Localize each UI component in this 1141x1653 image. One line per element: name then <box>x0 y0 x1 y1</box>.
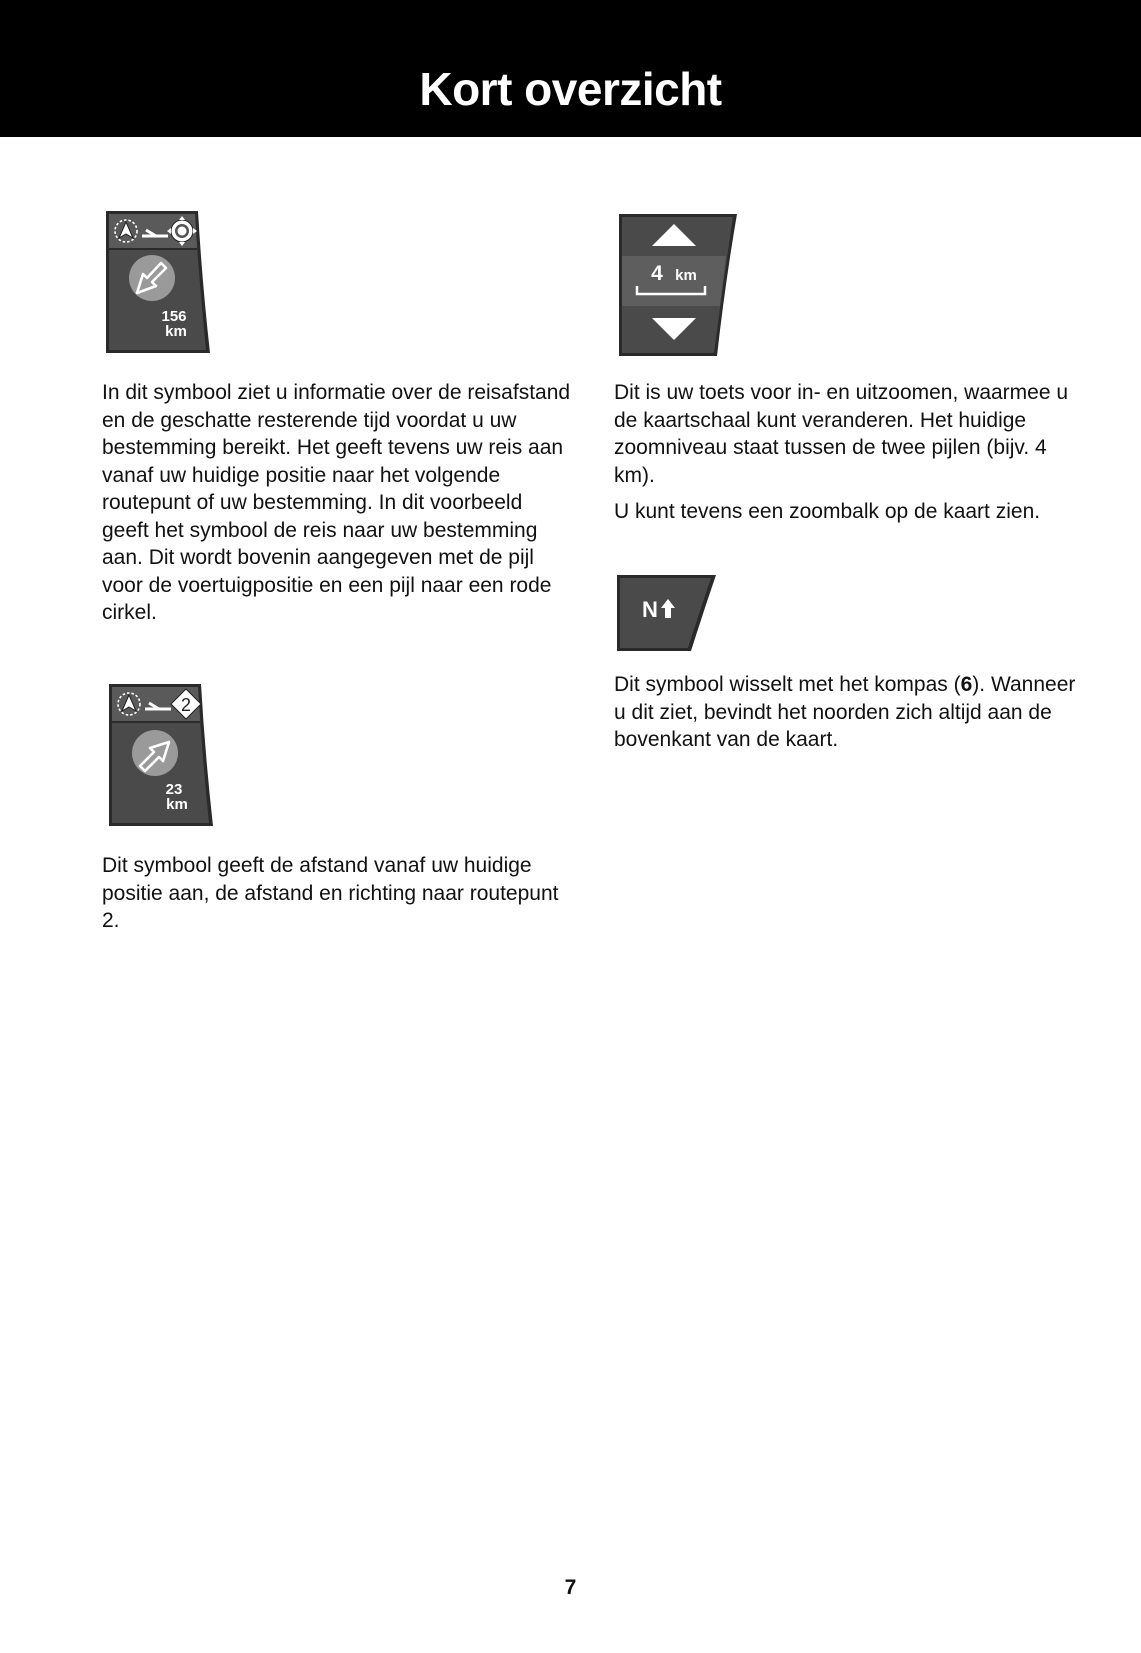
destination-distance-value: 156 <box>161 308 187 325</box>
zoom-paragraph-2: U kunt tevens een zoombalk op de kaart zien. <box>614 500 1041 523</box>
page-header <box>0 0 1141 137</box>
waypoint-paragraph: Dit symbool geeft de afstand vanaf uw huidige positie aan, de afstand en richting naar routepunt 2. <box>102 854 559 932</box>
route-to-waypoint-icon <box>109 684 215 826</box>
waypoint-distance-unit: km <box>166 796 188 813</box>
zoom-control-icon <box>619 214 739 356</box>
waypoint-number: 2 <box>180 695 192 715</box>
zoom-scale-value: 4 <box>651 262 663 285</box>
destination-distance-unit: km <box>165 323 187 340</box>
zoom-paragraph-1: Dit is uw toets voor in- en uitzoomen, waarmee u de kaartschaal kunt veranderen. Het huidige zoomniveau staat tussen de twee pijlen (bijv. 4 km). <box>614 381 1069 487</box>
waypoint-description <box>102 852 572 944</box>
page-title: Kort overzicht <box>419 63 722 115</box>
north-up-icon <box>617 575 717 651</box>
waypoint-distance-value: 23 <box>165 781 183 798</box>
north-label: N <box>642 597 658 622</box>
destination-paragraph: In dit symbool ziet u informatie over de reisafstand en de geschatte resterende tijd voordat u uw bestemming bereikt. Het geeft tevens uw reis aan vanaf uw huidige positie naar het volgende routepunt of uw bestemming. In dit voorbeeld geeft het symbool de reis naar uw bestemming aan. Dit wordt bovenin aangegeven met de pijl voor de voertuigpositie en een pijl naar een rode cirkel. <box>102 381 571 624</box>
compass-reference: 6 <box>960 673 973 696</box>
page-number: 7 <box>564 1576 577 1599</box>
north-up-description <box>614 671 1086 763</box>
zoom-scale-unit: km <box>675 267 697 284</box>
route-to-destination-icon <box>106 211 212 353</box>
zoom-description <box>614 379 1086 535</box>
north-up-paragraph: Dit symbool wisselt met het kompas (6). Wanneer u dit ziet, bevindt het noorden zich altijd aan de bovenkant van de kaart. <box>614 673 1076 751</box>
destination-description <box>102 379 572 636</box>
